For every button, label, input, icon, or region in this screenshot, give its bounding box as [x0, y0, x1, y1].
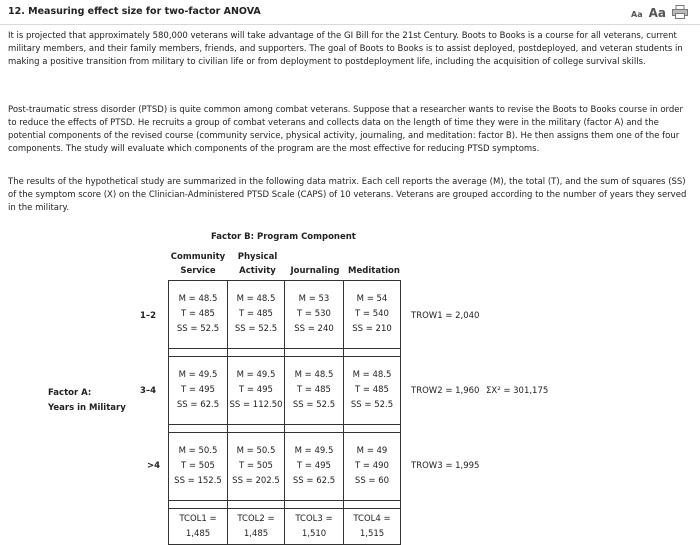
- matrix-cell: M = 53 T = 530 SS = 240: [285, 281, 344, 349]
- matrix-cell: M = 49.5 T = 495 SS = 112.50: [228, 357, 285, 425]
- text-tools: [631, 3, 688, 21]
- matrix-cell: M = 48.5 T = 485 SS = 52.5: [285, 357, 344, 425]
- column-header-journaling: Journaling: [290, 266, 340, 276]
- decrease-font-button[interactable]: Aa: [631, 10, 643, 19]
- matrix-cell: M = 48.5 T = 485 SS = 52.5: [228, 281, 285, 349]
- column-total: TCOL4 = 1,515: [344, 509, 401, 545]
- question-header: [0, 0, 700, 25]
- print-icon[interactable]: [672, 5, 688, 19]
- increase-font-button[interactable]: Aa: [648, 6, 666, 20]
- row-total-1: TROW1 = 2,040: [411, 311, 480, 321]
- sum-x-squared: ΣX² = 301,175: [486, 386, 549, 396]
- intro-paragraph: It is projected that approximately 580,000 veterans will take advantage of the GI Bill for the 21st Century. Boots to Books is a course for all veterans, current military members, and their family members, friends, and supporters. The goal of Boots to Books is to assist deployed, postdeployed, and veteran students in making a positive transition from military to civilian life or from deployment to postdeployment life, including the acquisition of college survival skills.: [8, 31, 683, 67]
- column-header-community-service: Community Service: [170, 252, 226, 276]
- matrix-cell: M = 50.5 T = 505 SS = 152.5: [169, 433, 228, 501]
- matrix-cell: M = 49.5 T = 495 SS = 62.5: [285, 433, 344, 501]
- row-label-3-4: 3–4: [140, 386, 157, 396]
- row-label-over-4: >4: [147, 461, 161, 471]
- row-total-3: TROW3 = 1,995: [411, 461, 480, 471]
- matrix-cell: M = 54 T = 540 SS = 210: [344, 281, 401, 349]
- table-row: [169, 281, 401, 349]
- factor-a-label: Factor A: Years in Military: [48, 388, 126, 413]
- table-row: [169, 357, 401, 425]
- row-total-2: TROW2 = 1,960: [411, 386, 480, 396]
- column-total: TCOL2 = 1,485: [228, 509, 285, 545]
- matrix-cell: M = 48.5 T = 485 SS = 52.5: [344, 357, 401, 425]
- column-totals-row: [169, 509, 401, 545]
- column-header-meditation: Meditation: [348, 266, 400, 276]
- factor-b-label: Factor B: Program Component: [211, 232, 356, 242]
- column-total: TCOL3 = 1,510: [285, 509, 344, 545]
- results-paragraph: The results of the hypothetical study are summarized in the following data matrix. Each cell reports the average (M), the total (T), and the sum of squares (SS) of the symptom score (X) on the Clinician-Administered PTSD Scale (CAPS) of 10 veterans. Veterans are grouped according to the number of years they served in the military.: [8, 177, 687, 213]
- matrix-cell: M = 49 T = 490 SS = 60: [344, 433, 401, 501]
- question-title: 12. Measuring effect size for two-factor ANOVA: [8, 6, 261, 17]
- table-row: [169, 433, 401, 501]
- data-matrix: [168, 280, 401, 545]
- matrix-cell: M = 49.5 T = 495 SS = 62.5: [169, 357, 228, 425]
- column-header-physical-activity: Physical Activity: [237, 252, 278, 276]
- matrix-cell: M = 50.5 T = 505 SS = 202.5: [228, 433, 285, 501]
- row-label-1-2: 1–2: [140, 311, 157, 321]
- ptsd-paragraph: Post-traumatic stress disorder (PTSD) is quite common among combat veterans. Suppose that a researcher wants to revise the Boots to Books course in order to reduce the effects of PTSD. He recruits a group of combat veterans and collects data on the length of time they were in the military (factor A) and the potential components of the revised course (community service, physical activity, journaling, and meditation: factor B). He then assigns them one of the four components. The study will evaluate which components of the program are the most effective for reducing PTSD symptoms.: [8, 105, 684, 154]
- column-total: TCOL1 = 1,485: [169, 509, 228, 545]
- matrix-cell: M = 48.5 T = 485 SS = 52.5: [169, 281, 228, 349]
